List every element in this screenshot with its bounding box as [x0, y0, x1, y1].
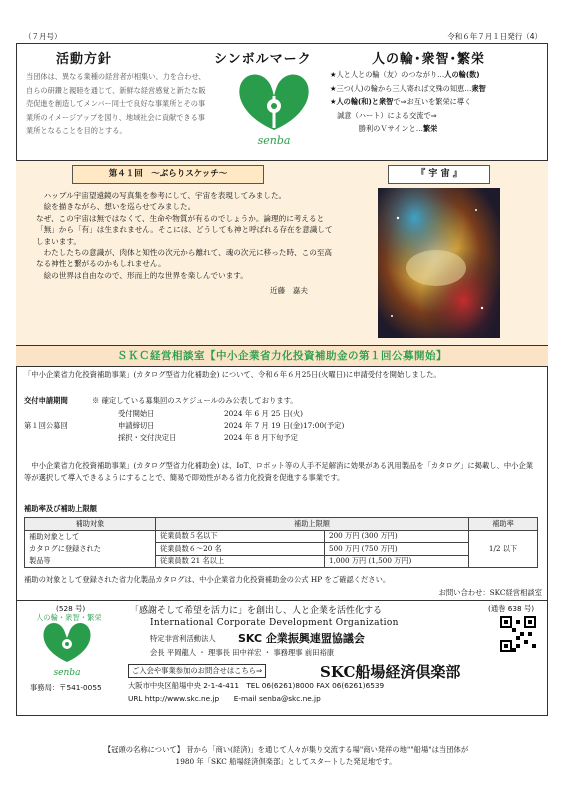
skc-contact: お問い合わせ：SKC経営相談室: [438, 588, 542, 597]
art-title: 『 宇 宙 』: [388, 165, 490, 184]
sketch-text: [36, 190, 336, 297]
wa-line: 誠意（ハート）による交流で⇒: [330, 110, 437, 120]
table-cell: 500 万円 (750 万円): [325, 543, 469, 556]
period-label: 交付申請期間: [24, 396, 68, 405]
table-caption: 補助率及び補助上限額: [24, 504, 97, 513]
table-header: 補助率: [469, 518, 538, 531]
senba-logo: [230, 68, 318, 148]
policy-text: 当団体は、異なる業種の経営者が相集い、力を合わせ、自らの研鑽と親睦を通じて、新鮮な経営感覚と新たな販売促進を創造してメンバー同士で良好な事業所とその事業所のイメージアップを図り、地域社会に貢献できる事業所となることを目的とする。: [26, 72, 206, 135]
round-label: 第１回公募回: [24, 421, 68, 430]
sketch-author: 近藤 嘉夫: [270, 286, 308, 296]
join-link[interactable]: ご入会や事業参加のお問合せはこちら⇒: [128, 664, 266, 678]
table-footnote: 補助の対象として登録された省力化製品カタログは、中小企業省力化投資補助金の公式 HP をご確認ください。: [24, 575, 391, 584]
period-note: ※ 確定している募集回のスケジュールのみ公表しております。: [92, 396, 298, 405]
policy-title: 活動方針: [56, 52, 113, 67]
wa-title: 人の輪･衆智･繁栄: [372, 52, 486, 67]
schedule-value: 2024 年 8 月下旬予定: [224, 433, 298, 442]
name-origin-notice: 【冠頭の名称について】 昔から「商い(経済)」を通じて人々が集り交流する場"商い発祥の地""船場"は当団体が 1980 年「SKC 船場経済倶楽部」としてスタートした発足地です。: [103, 745, 469, 766]
sketch-paragraph: ハッブル宇宙望遠鏡の写真集を参考にして、宇宙を表現してみました。: [36, 191, 287, 200]
officers: 会長 平岡龍人 ・ 理事長 田中祥宏 ・ 事務理事 前田裕康: [150, 648, 335, 657]
schedule-label: 申請締切日: [118, 421, 155, 430]
wa-line: ★人と人との輪（友）のつながり…人の輪(数): [330, 70, 480, 79]
table-cell: 200 万円 (300 万円): [325, 530, 469, 543]
sketch-paragraph: なぜ、この宇宙は無ではなくて、生命や物質が有るのでしょうか。論理的に考えると「無」から「有」は生まれません。そこには、どうしても神と呼ばれる存在を意識してしまいます。: [36, 213, 333, 246]
sketch-paragraph: わたしたちの意識が、肉体と知性の次元から離れて、魂の次元に移った時、この至高なる神性と繋がるのかもしれません。: [36, 248, 332, 269]
sketch-title: 第４１回 ～ぶらりスケッチ～: [72, 165, 264, 184]
table-cell: 従業員数５名以下: [156, 530, 325, 543]
table-header: 補助対象: [25, 518, 156, 531]
table-cell: 従業員数６～20 名: [156, 543, 325, 556]
schedule-label: 受付開始日: [118, 409, 155, 418]
skc-title-bar: ＳＫＣ経営相談室【中小企業省力化投資補助金の第１回公募開始】: [16, 345, 548, 367]
wa-line: ★人の輪(和)と衆智で⇒お互いを繁栄に導く: [330, 97, 472, 106]
sketch-paragraph: 絵の世界は自由なので、形而上的な世界を楽しんでいます。: [36, 270, 248, 280]
qr-code[interactable]: [500, 616, 536, 652]
schedule-value: 2024 年 6 月 25 日(火): [224, 409, 303, 418]
wa-line: ★三つ(人)の輪から三人寄れば文殊の知恵…衆智: [330, 83, 486, 93]
org-prefix: 特定非営利活動法人: [150, 634, 216, 643]
org-english: International Corporate Development Organization: [150, 618, 399, 628]
publish-date: 令和６年７月１日発行（4）: [447, 32, 542, 41]
schedule-value: 2024 年 7 月 19 日(金)17:00(予定): [224, 421, 345, 430]
footer-url[interactable]: URL http://www.skc.ne.jp E-mail senba@skc.ne.jp: [128, 694, 321, 703]
wa-line: 勝利のＶサインと…繁栄: [330, 124, 438, 133]
skc-intro: 「中小企業省力化投資補助事業」(カタログ型省力化補助金) について、令和６年６月25日(火曜日)に申請受付を開始しました。: [24, 370, 441, 379]
issue-number: (528 号): [56, 604, 86, 613]
skc-description: 中小企業省力化投資補助事業」(カタログ型省力化補助金) は、IoT、ロボット等の人手不足解消に効果がある汎用製品を「カタログ」に掲載し、中小企業等が選択して導入できるようにすることで、簡易で即効性がある省力化投資を促進する事業です。: [24, 461, 534, 482]
schedule-label: 採択・交付決定日: [118, 433, 177, 442]
subsidy-table: [24, 517, 538, 568]
slogan: 「感謝そして希望を活力に」を創出し、人と企業を活性化する: [130, 606, 383, 616]
table-header: 補助上限額: [156, 518, 469, 531]
wa-list: [330, 68, 542, 136]
sketch-paragraph: 絵を描きながら、想いを巡らせてみました。: [36, 202, 196, 212]
club-logo: SKC船場経済倶楽部: [320, 663, 461, 681]
footer-address: 大阪市中央区船場中央 2-1-4-411 TEL 06(6261)8000 FAX 06(6261)6539: [128, 681, 385, 690]
table-rate: 1/2 以下: [469, 530, 538, 568]
footer-logo: [36, 618, 98, 678]
logo-wordmark: senba: [257, 134, 291, 147]
footer-motto: 人の輪・衆智・繁栄: [36, 613, 102, 622]
space-painting: [378, 188, 500, 338]
table-cell: 1,000 万円 (1,500 万円): [325, 555, 469, 568]
office-address: 事務局：〒541-0055: [30, 683, 102, 692]
org-name: SKC 企業振興連盟協議会: [238, 632, 365, 645]
total-issue-number: (通巻 638 号): [488, 604, 535, 613]
table-cell: 従業員数 21 名以上: [156, 555, 325, 568]
table-target: 補助対象として カタログに登録された 製品等: [25, 530, 156, 568]
issue-month: （７月号）: [24, 32, 62, 41]
footer-wordmark: senba: [53, 668, 81, 678]
symbol-title: シンボルマーク: [214, 52, 312, 67]
